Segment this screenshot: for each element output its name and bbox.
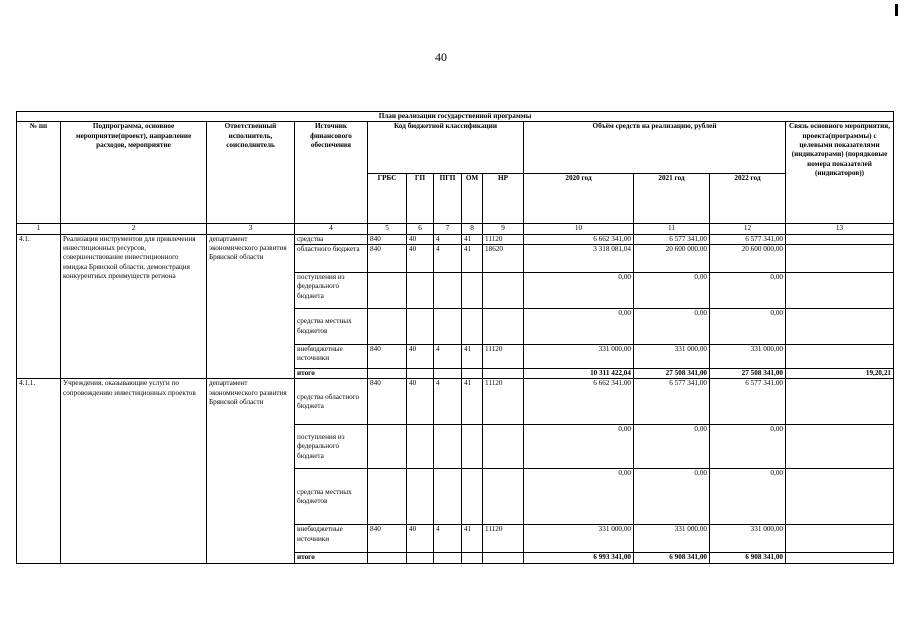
cell-2020: 6 662 341,00 bbox=[524, 234, 634, 244]
cell-2022: 0,00 bbox=[710, 273, 786, 309]
cell-gp bbox=[407, 273, 434, 309]
cell-om bbox=[462, 273, 483, 309]
cell-2022: 6 577 341,00 bbox=[710, 234, 786, 244]
table-caption: План реализации государственной программы bbox=[17, 112, 894, 122]
header-num: № пп bbox=[17, 122, 61, 224]
cell-2020: 0,00 bbox=[524, 273, 634, 309]
cell-nr bbox=[483, 273, 524, 309]
total-label: итого bbox=[295, 369, 368, 379]
header-2022: 2022 год bbox=[710, 174, 786, 224]
row-source: поступления из федерального бюджета bbox=[295, 273, 368, 309]
cell-2022: 0,00 bbox=[710, 425, 786, 469]
cell-nr bbox=[483, 425, 524, 469]
cell-gp: 40 bbox=[407, 345, 434, 369]
cell-2021: 331 000,00 bbox=[634, 525, 710, 553]
total-2022: 6 908 341,00 bbox=[710, 553, 786, 563]
cell-link bbox=[786, 345, 894, 369]
cell-nr: 11120 bbox=[483, 234, 524, 244]
row-source: средства местных бюджетов bbox=[295, 469, 368, 525]
row-num: 4.1. bbox=[17, 234, 61, 379]
header-2020: 2020 год bbox=[524, 174, 634, 224]
row-source: внебюджетные источники bbox=[295, 345, 368, 369]
cell-pgp: 4 bbox=[434, 379, 462, 425]
cell-pgp bbox=[434, 369, 462, 379]
cell-gp: 40 bbox=[407, 234, 434, 244]
row-source: областного бюджета bbox=[295, 245, 368, 273]
cell-pgp: 4 bbox=[434, 525, 462, 553]
cell-pgp: 4 bbox=[434, 245, 462, 273]
cell-om: 41 bbox=[462, 345, 483, 369]
row-executor: департамент экономического развития Брянской области bbox=[207, 379, 295, 563]
cell-2020: 331 000,00 bbox=[524, 525, 634, 553]
cell-2020: 0,00 bbox=[524, 425, 634, 469]
row-executor: департамент экономического развития Брянской области bbox=[207, 234, 295, 379]
header-pgp: ПГП bbox=[434, 174, 462, 224]
header-nr: НР bbox=[483, 174, 524, 224]
cell-2021: 6 577 341,00 bbox=[634, 379, 710, 425]
column-number: 3 bbox=[207, 224, 295, 234]
cell-gp bbox=[407, 425, 434, 469]
column-number-row bbox=[17, 224, 894, 234]
cell-gp bbox=[407, 469, 434, 525]
cell-nr: 11120 bbox=[483, 379, 524, 425]
cell-om: 41 bbox=[462, 525, 483, 553]
column-number: 11 bbox=[634, 224, 710, 234]
total-link bbox=[786, 553, 894, 563]
cell-grbs bbox=[368, 273, 407, 309]
header-program: Подпрограмма, основное мероприятие(проект), направление расходов, мероприятие bbox=[61, 122, 207, 224]
header-gp: ГП bbox=[407, 174, 434, 224]
cell-2022: 331 000,00 bbox=[710, 525, 786, 553]
cell-gp: 40 bbox=[407, 379, 434, 425]
scan-mark bbox=[895, 4, 898, 16]
cell-gp bbox=[407, 369, 434, 379]
header-executor: Ответственный исполнитель, соисполнитель bbox=[207, 122, 295, 224]
cell-link bbox=[786, 525, 894, 553]
header-om: ОМ bbox=[462, 174, 483, 224]
cell-link bbox=[786, 469, 894, 525]
page-number: 40 bbox=[435, 50, 447, 64]
cell-2021: 6 577 341,00 bbox=[634, 234, 710, 244]
cell-pgp bbox=[434, 553, 462, 563]
cell-link bbox=[786, 379, 894, 425]
cell-2020: 6 662 341,00 bbox=[524, 379, 634, 425]
header-grbs: ГРБС bbox=[368, 174, 407, 224]
total-link: 19,20,21 bbox=[786, 369, 894, 379]
cell-nr bbox=[483, 553, 524, 563]
cell-2022: 6 577 341,00 bbox=[710, 379, 786, 425]
total-label: итого bbox=[295, 553, 368, 563]
cell-nr: 11120 bbox=[483, 525, 524, 553]
header-2021: 2021 год bbox=[634, 174, 710, 224]
header-link: Связь основного мероприятия, проекта(программы) с целевыми показателями (индикаторами) (порядковые номера показателей (индикаторов)) bbox=[786, 122, 894, 224]
cell-pgp: 4 bbox=[434, 345, 462, 369]
header-volume: Объём средств на реализацию, рублей bbox=[524, 122, 786, 174]
cell-pgp: 4 bbox=[434, 234, 462, 244]
row-source: поступления из федерального бюджета bbox=[295, 425, 368, 469]
cell-grbs: 840 bbox=[368, 245, 407, 273]
column-number: 4 bbox=[295, 224, 368, 234]
cell-link bbox=[786, 309, 894, 345]
cell-om bbox=[462, 425, 483, 469]
cell-om bbox=[462, 369, 483, 379]
column-number: 1 bbox=[17, 224, 61, 234]
cell-pgp bbox=[434, 425, 462, 469]
column-number: 6 bbox=[407, 224, 434, 234]
cell-pgp bbox=[434, 273, 462, 309]
total-2022: 27 508 341,00 bbox=[710, 369, 786, 379]
cell-2021: 331 000,00 bbox=[634, 345, 710, 369]
row-source: средства местных бюджетов bbox=[295, 309, 368, 345]
cell-nr: 11120 bbox=[483, 345, 524, 369]
row-source: внебюджетные источники bbox=[295, 525, 368, 553]
cell-2021: 0,00 bbox=[634, 469, 710, 525]
table-row bbox=[17, 234, 894, 244]
cell-2020: 0,00 bbox=[524, 309, 634, 345]
total-2020: 6 993 341,00 bbox=[524, 553, 634, 563]
cell-grbs bbox=[368, 369, 407, 379]
cell-gp: 40 bbox=[407, 245, 434, 273]
header-source: Источник финансового обеспечения bbox=[295, 122, 368, 224]
cell-2021: 0,00 bbox=[634, 309, 710, 345]
row-num: 4.1.1. bbox=[17, 379, 61, 563]
cell-nr bbox=[483, 309, 524, 345]
row-program-name: Реализация инструментов для привлечения инвестиционных ресурсов, совершенствование инвестиционного имиджа Брянской области, демонстрация конкурентных преимуществ региона bbox=[61, 234, 207, 379]
cell-pgp bbox=[434, 469, 462, 525]
cell-link bbox=[786, 425, 894, 469]
cell-grbs bbox=[368, 309, 407, 345]
cell-link bbox=[786, 234, 894, 244]
header-kbk: Код бюджетной классификации bbox=[368, 122, 524, 174]
cell-om bbox=[462, 309, 483, 345]
cell-link bbox=[786, 273, 894, 309]
cell-grbs: 840 bbox=[368, 234, 407, 244]
cell-om bbox=[462, 469, 483, 525]
column-number: 7 bbox=[434, 224, 462, 234]
total-2021: 27 508 341,00 bbox=[634, 369, 710, 379]
total-2021: 6 908 341,00 bbox=[634, 553, 710, 563]
table-row bbox=[17, 379, 894, 425]
column-number: 2 bbox=[61, 224, 207, 234]
row-source: средства bbox=[295, 234, 368, 244]
cell-grbs: 840 bbox=[368, 525, 407, 553]
cell-2021: 20 600 000,00 bbox=[634, 245, 710, 273]
row-source: средства областного бюджета bbox=[295, 379, 368, 425]
cell-2022: 0,00 bbox=[710, 469, 786, 525]
cell-2020: 331 000,00 bbox=[524, 345, 634, 369]
total-2020: 10 311 422,04 bbox=[524, 369, 634, 379]
cell-grbs: 840 bbox=[368, 345, 407, 369]
column-number: 12 bbox=[710, 224, 786, 234]
cell-gp: 40 bbox=[407, 525, 434, 553]
cell-gp bbox=[407, 309, 434, 345]
cell-2021: 0,00 bbox=[634, 425, 710, 469]
cell-2021: 0,00 bbox=[634, 273, 710, 309]
cell-grbs bbox=[368, 469, 407, 525]
cell-gp bbox=[407, 553, 434, 563]
implementation-plan-table bbox=[16, 111, 894, 564]
cell-om: 41 bbox=[462, 379, 483, 425]
cell-om: 41 bbox=[462, 234, 483, 244]
row-program-name: Учреждения, оказывающие услуги по сопровождению инвестиционных проектов bbox=[61, 379, 207, 563]
column-number: 10 bbox=[524, 224, 634, 234]
cell-grbs: 840 bbox=[368, 379, 407, 425]
column-number: 13 bbox=[786, 224, 894, 234]
cell-2020: 0,00 bbox=[524, 469, 634, 525]
cell-grbs bbox=[368, 425, 407, 469]
cell-2022: 0,00 bbox=[710, 309, 786, 345]
cell-nr bbox=[483, 369, 524, 379]
column-number: 9 bbox=[483, 224, 524, 234]
cell-om bbox=[462, 553, 483, 563]
cell-grbs bbox=[368, 553, 407, 563]
cell-nr bbox=[483, 469, 524, 525]
cell-link bbox=[786, 245, 894, 273]
cell-om: 41 bbox=[462, 245, 483, 273]
cell-nr: 18620 bbox=[483, 245, 524, 273]
cell-2022: 20 600 000,00 bbox=[710, 245, 786, 273]
cell-2020: 3 318 081,04 bbox=[524, 245, 634, 273]
cell-pgp bbox=[434, 309, 462, 345]
column-number: 5 bbox=[368, 224, 407, 234]
column-number: 8 bbox=[462, 224, 483, 234]
cell-2022: 331 000,00 bbox=[710, 345, 786, 369]
